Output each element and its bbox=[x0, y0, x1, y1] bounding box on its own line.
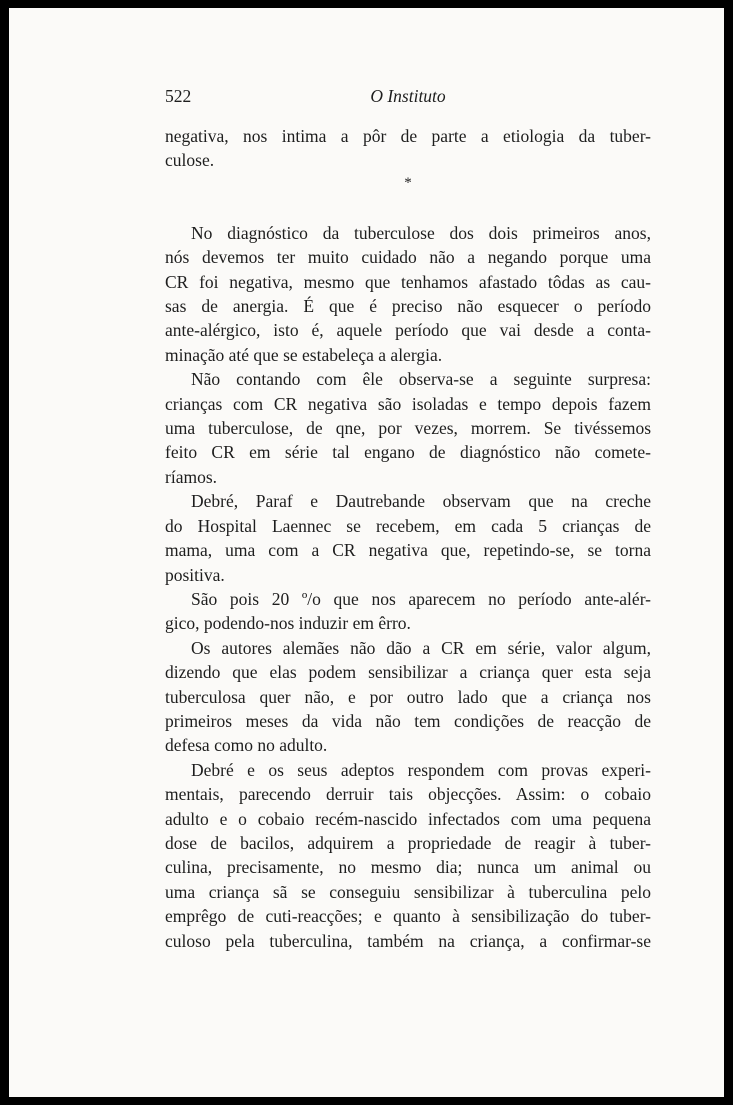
body-text bbox=[165, 124, 651, 953]
text-line: sas de anergia. É que é preciso não esquecer o período bbox=[165, 296, 651, 317]
text-line: culose. bbox=[165, 150, 215, 171]
text-line: Os autores alemães não dão a CR em série, valor algum, bbox=[191, 637, 651, 658]
text-line: No diagnóstico da tuberculose dos dois primeiros anos, bbox=[191, 222, 651, 243]
text-line: uma criança sã se conseguiu sensibilizar à tuberculina pelo bbox=[165, 881, 651, 902]
text-line: adulto e o cobaio recém-nascido infectados com uma pequena bbox=[165, 808, 651, 829]
running-title: O Instituto bbox=[370, 86, 446, 106]
section-separator: * bbox=[404, 174, 412, 191]
text-line: Debré e os seus adeptos respondem com provas experi- bbox=[191, 759, 651, 780]
text-line: Não contando com êle observa-se a seguinte surpresa: bbox=[191, 369, 651, 390]
text-line: feito CR em série tal engano de diagnóstico não comete- bbox=[165, 442, 651, 463]
text-line: culina, precisamente, no mesmo dia; nunca um animal ou bbox=[165, 857, 651, 878]
text-line: ríamos. bbox=[165, 466, 218, 487]
text-line: culoso pela tuberculina, também na criança, a confirmar-se bbox=[165, 930, 651, 951]
text-line: dizendo que elas podem sensibilizar a criança quer esta seja bbox=[165, 662, 651, 683]
text-line: mama, uma com a CR negativa que, repetindo-se, se torna bbox=[165, 540, 651, 561]
page-header bbox=[165, 86, 651, 110]
text-line: primeiros meses da vida não tem condições de reacção de bbox=[165, 710, 651, 731]
text-line: nós devemos ter muito cuidado não a negando porque uma bbox=[165, 247, 651, 268]
text-line: Debré, Paraf e Dautrebande observam que na creche bbox=[191, 491, 651, 512]
text-line: positiva. bbox=[165, 564, 225, 585]
text-line: São pois 20 º/o que nos aparecem no período ante-alér- bbox=[191, 588, 651, 609]
text-line: mentais, parecendo derruir tais objecções. Assim: o cobaio bbox=[165, 784, 651, 805]
page bbox=[9, 8, 724, 1097]
text-line: CR foi negativa, mesmo que tenhamos afastado tôdas as cau- bbox=[165, 271, 651, 292]
text-line: negativa, nos intima a pôr de parte a etiologia da tuber- bbox=[165, 126, 651, 146]
text-line: uma tuberculose, de qne, por vezes, morrem. Se tivéssemos bbox=[165, 418, 651, 439]
text-line: tuberculosa quer não, e por outro lado que a criança nos bbox=[165, 686, 651, 707]
page-number: 522 bbox=[165, 86, 192, 106]
text-line: ante-alérgico, isto é, aquele período que vai desde a conta- bbox=[165, 320, 651, 341]
text-line: emprêgo de cuti-reacções; e quanto à sensibilização do tuber- bbox=[165, 906, 651, 927]
text-line: crianças com CR negativa são isoladas e tempo depois fazem bbox=[165, 393, 651, 414]
text-line: defesa como no adulto. bbox=[165, 735, 328, 756]
text-line: minação até que se estabeleça a alergia. bbox=[165, 344, 443, 365]
text-line: gico, podendo-nos induzir em êrro. bbox=[165, 613, 411, 634]
text-line: dose de bacilos, adquirem a propriedade de reagir à tuber- bbox=[165, 832, 651, 853]
text-line: do Hospital Laennec se recebem, em cada 5 crianças de bbox=[165, 515, 651, 536]
